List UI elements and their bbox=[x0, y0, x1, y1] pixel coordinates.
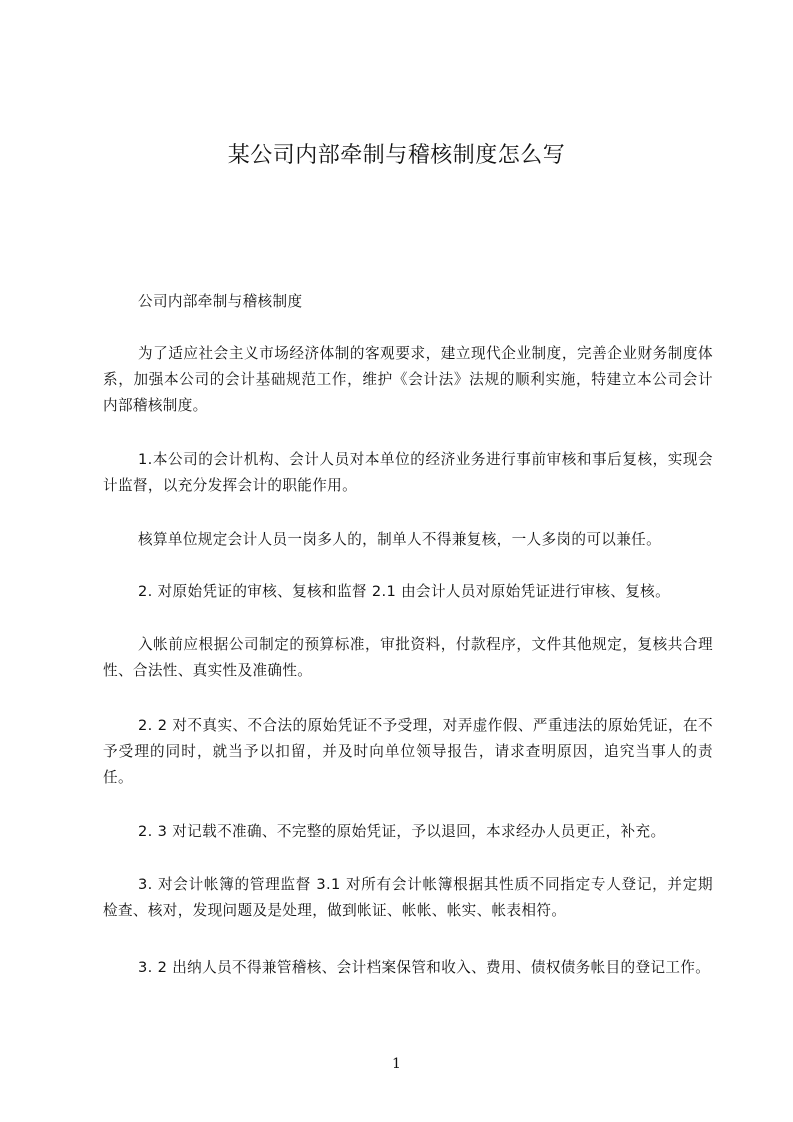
paragraph-staffing: 核算单位规定会计人员一岗多人的，制单人不得兼复核，一人多岗的可以兼任。 bbox=[138, 531, 662, 548]
page-number: 1 bbox=[392, 1056, 401, 1072]
section-heading: 公司内部牵制与稽核制度 bbox=[138, 293, 303, 310]
paragraph-3-2: 3. 2 出纳人员不得兼管稽核、会计档案保管和收入、费用、债权债务帐目的登记工作。 bbox=[138, 959, 711, 976]
paragraph-2-3: 2. 3 对记载不准确、不完整的原始凭证，予以退回，本求经办人员更正，补充。 bbox=[138, 823, 666, 840]
paragraph-2-2: 2. 2 对不真实、不合法的原始凭证不予受理，对弄虚作假、严重违法的原始凭证，在不予受理的同时，就当予以扣留，并及时向单位领导报告，请求查明原因，追究当事人的责任。 bbox=[103, 717, 713, 786]
paragraph-pre-entry: 入帐前应根据公司制定的预算标准，审批资料，付款程序，文件其他规定，复核共合理性、合法性、真实性及准确性。 bbox=[103, 636, 713, 679]
paragraph-1: 1.本公司的会计机构、会计人员对本单位的经济业务进行事前审核和事后复核，实现会计监督，以充分发挥会计的职能作用。 bbox=[103, 451, 713, 494]
page-title: 某公司内部牵制与稽核制度怎么写 bbox=[227, 143, 566, 168]
intro-paragraph: 为了适应社会主义市场经济体制的客观要求，建立现代企业制度，完善企业财务制度体系，加强本公司的会计基础规范工作，维护《会计法》法规的顺利实施，特建立本公司会计内部稽核制度。 bbox=[103, 345, 713, 414]
paragraph-2: 2. 对原始凭证的审核、复核和监督 2.1 由会计人员对原始凭证进行审核、复核。 bbox=[138, 583, 671, 600]
paragraph-3: 3. 对会计帐簿的管理监督 3.1 对所有会计帐簿根据其性质不同指定专人登记，并定期检查、核对，发现问题及是处理，做到帐证、帐帐、帐实、帐表相符。 bbox=[103, 876, 713, 919]
